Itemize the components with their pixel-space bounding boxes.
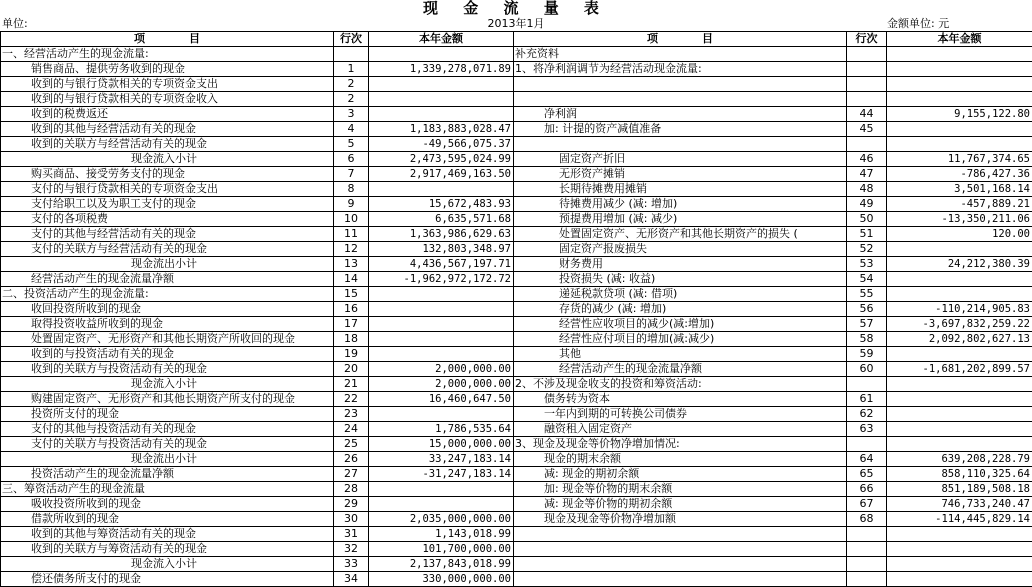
cell-amount-right[interactable]: 120.00: [887, 227, 1032, 242]
cell-line-left[interactable]: 19: [334, 347, 369, 362]
cell-amount-left[interactable]: [369, 182, 514, 197]
table-row: [1, 152, 1032, 167]
cell-amount-left[interactable]: 33,247,183.14: [369, 452, 514, 467]
table-row: [1, 437, 1032, 452]
cell-item-left[interactable]: 现金流入小计: [1, 377, 334, 392]
cell-line-left[interactable]: 20: [334, 362, 369, 377]
cell-line-left[interactable]: 11: [334, 227, 369, 242]
table-row: [1, 272, 1032, 287]
table-row: [1, 242, 1032, 257]
cell-item-right[interactable]: 递延税款贷项 (减: 借项): [514, 287, 847, 302]
cell-item-left[interactable]: 一、经营活动产生的现金流量:: [1, 47, 334, 62]
table-row: [1, 227, 1032, 242]
cell-amount-left[interactable]: -49,566,075.37: [369, 137, 514, 152]
cell-item-right[interactable]: 2、不涉及现金收支的投资和筹资活动:: [514, 377, 847, 392]
cell-item-left[interactable]: 三、筹资活动产生的现金流量: [1, 482, 334, 497]
cell-item-right[interactable]: 1、将净利润调节为经营活动现金流量:: [514, 62, 847, 77]
cell-line-right[interactable]: 47: [847, 167, 887, 182]
cell-amount-left[interactable]: [369, 347, 514, 362]
cell-item-right[interactable]: [514, 542, 847, 557]
cell-item-right[interactable]: 经营性应付项目的增加(减:减少): [514, 332, 847, 347]
table-row: [1, 467, 1032, 482]
cell-amount-left[interactable]: 4,436,567,197.71: [369, 257, 514, 272]
header-line-left[interactable]: 行次: [334, 32, 369, 47]
cell-amount-right[interactable]: -114,445,829.14: [887, 512, 1032, 527]
cell-item-left[interactable]: 购建固定资产、无形资产和其他长期资产所支付的现金: [1, 392, 334, 407]
table-row: [1, 302, 1032, 317]
cell-amount-right[interactable]: 3,501,168.14: [887, 182, 1032, 197]
cell-line-right[interactable]: 54: [847, 272, 887, 287]
cell-item-right[interactable]: 现金及现金等价物净增加额: [514, 512, 847, 527]
table-row: [1, 542, 1032, 557]
cell-line-left[interactable]: 9: [334, 197, 369, 212]
cell-item-right[interactable]: [514, 137, 847, 152]
cell-line-right[interactable]: 59: [847, 347, 887, 362]
cell-amount-right[interactable]: 9,155,122.80: [887, 107, 1032, 122]
cell-amount-left[interactable]: 16,460,647.50: [369, 392, 514, 407]
cell-amount-left[interactable]: 2,473,595,024.99: [369, 152, 514, 167]
cell-item-right[interactable]: 其他: [514, 347, 847, 362]
cell-line-right[interactable]: 64: [847, 452, 887, 467]
cell-item-left[interactable]: 现金流出小计: [1, 452, 334, 467]
cell-amount-left[interactable]: 132,803,348.97: [369, 242, 514, 257]
cell-item-right[interactable]: [514, 527, 847, 542]
cell-amount-left[interactable]: [369, 497, 514, 512]
cell-line-right[interactable]: 55: [847, 287, 887, 302]
cell-line-right[interactable]: 68: [847, 512, 887, 527]
cell-amount-left[interactable]: [369, 332, 514, 347]
cell-line-left[interactable]: 30: [334, 512, 369, 527]
cell-amount-left[interactable]: 2,000,000.00: [369, 377, 514, 392]
cell-line-left[interactable]: 14: [334, 272, 369, 287]
cell-line-right[interactable]: 45: [847, 122, 887, 137]
cell-item-right[interactable]: 固定资产报废损失: [514, 242, 847, 257]
cell-line-right[interactable]: [847, 572, 887, 587]
cell-amount-left[interactable]: 15,000,000.00: [369, 437, 514, 452]
cell-item-right[interactable]: [514, 572, 847, 587]
cell-line-left[interactable]: 6: [334, 152, 369, 167]
cell-item-left[interactable]: 投资所支付的现金: [1, 407, 334, 422]
header-amount-right[interactable]: 本年金额: [887, 32, 1032, 47]
cell-item-left[interactable]: 投资活动产生的现金流量净额: [1, 467, 334, 482]
cell-amount-right[interactable]: [887, 572, 1032, 587]
cell-line-left[interactable]: 7: [334, 167, 369, 182]
cell-amount-left[interactable]: 1,786,535.64: [369, 422, 514, 437]
cell-line-left[interactable]: 21: [334, 377, 369, 392]
table-row: [1, 332, 1032, 347]
cell-item-right[interactable]: 无形资产摊销: [514, 167, 847, 182]
cell-amount-right[interactable]: [887, 407, 1032, 422]
cell-amount-right[interactable]: [887, 377, 1032, 392]
cell-line-right[interactable]: 56: [847, 302, 887, 317]
cell-item-right[interactable]: 长期待摊费用摊销: [514, 182, 847, 197]
cell-line-left[interactable]: 17: [334, 317, 369, 332]
cell-line-right[interactable]: [847, 377, 887, 392]
cell-line-right[interactable]: 57: [847, 317, 887, 332]
cell-line-left[interactable]: [334, 47, 369, 62]
cell-line-left[interactable]: 3: [334, 107, 369, 122]
cell-item-right[interactable]: 预提费用增加 (减: 减少): [514, 212, 847, 227]
cell-line-left[interactable]: 2: [334, 92, 369, 107]
cell-item-left[interactable]: 取得投资收益所收到的现金: [1, 317, 334, 332]
cell-line-left[interactable]: 34: [334, 572, 369, 587]
cell-amount-right[interactable]: -1,681,202,899.57: [887, 362, 1032, 377]
cell-line-left[interactable]: 23: [334, 407, 369, 422]
cell-amount-left[interactable]: [369, 107, 514, 122]
cell-item-right[interactable]: 待摊费用减少 (减: 增加): [514, 197, 847, 212]
cell-amount-right[interactable]: [887, 77, 1032, 92]
table-row: [1, 572, 1032, 587]
cell-amount-left[interactable]: 15,672,483.93: [369, 197, 514, 212]
cell-amount-left[interactable]: [369, 407, 514, 422]
cell-item-left[interactable]: 收到的关联方与筹资活动有关的现金: [1, 542, 334, 557]
cell-line-right[interactable]: 60: [847, 362, 887, 377]
unit-label: 单位:: [2, 17, 28, 30]
cell-item-left[interactable]: 收到的其他与经营活动有关的现金: [1, 122, 334, 137]
cell-item-right[interactable]: 净利润: [514, 107, 847, 122]
table-row: [1, 167, 1032, 182]
cell-line-left[interactable]: 24: [334, 422, 369, 437]
cell-line-left[interactable]: 13: [334, 257, 369, 272]
cell-line-right[interactable]: [847, 557, 887, 572]
cell-line-right[interactable]: 50: [847, 212, 887, 227]
cell-item-left[interactable]: 收到的其他与筹资活动有关的现金: [1, 527, 334, 542]
cell-line-left[interactable]: 15: [334, 287, 369, 302]
cell-line-left[interactable]: 1: [334, 62, 369, 77]
cell-item-left[interactable]: 吸收投资所收到的现金: [1, 497, 334, 512]
table-header-row: [1, 32, 1032, 47]
cell-item-right[interactable]: 经营性应收项目的减少(减:增加): [514, 317, 847, 332]
table-row: [1, 317, 1032, 332]
cell-amount-right[interactable]: 746,733,240.47: [887, 497, 1032, 512]
cell-amount-right[interactable]: [887, 62, 1032, 77]
cell-amount-left[interactable]: 6,635,571.68: [369, 212, 514, 227]
cell-item-right[interactable]: 存货的减少 (减: 增加): [514, 302, 847, 317]
cell-line-left[interactable]: 25: [334, 437, 369, 452]
cell-amount-left[interactable]: [369, 317, 514, 332]
table-row: [1, 512, 1032, 527]
cell-amount-right[interactable]: [887, 242, 1032, 257]
cell-item-left[interactable]: 销售商品、提供劳务收到的现金: [1, 62, 334, 77]
table-row: [1, 137, 1032, 152]
table-row: [1, 392, 1032, 407]
cell-item-right[interactable]: [514, 92, 847, 107]
table-row: [1, 212, 1032, 227]
cell-item-left[interactable]: 支付的其他与投资活动有关的现金: [1, 422, 334, 437]
cell-line-right[interactable]: 44: [847, 107, 887, 122]
table-row: [1, 287, 1032, 302]
cell-item-right[interactable]: 一年内到期的可转换公司债券: [514, 407, 847, 422]
table-row: [1, 482, 1032, 497]
cash-flow-table: [0, 31, 1032, 587]
cell-line-right[interactable]: [847, 137, 887, 152]
cell-item-right[interactable]: 3、现金及现金等价物净增加情况:: [514, 437, 847, 452]
cell-amount-right[interactable]: [887, 392, 1032, 407]
table-row: [1, 92, 1032, 107]
cell-line-left[interactable]: 29: [334, 497, 369, 512]
cell-amount-right[interactable]: [887, 347, 1032, 362]
cell-item-left[interactable]: 处置固定资产、无形资产和其他长期资产所收回的现金: [1, 332, 334, 347]
currency-unit: 金额单位: 元: [887, 17, 950, 30]
cell-item-left[interactable]: 现金流入小计: [1, 152, 334, 167]
cell-amount-left[interactable]: 1,363,986,629.63: [369, 227, 514, 242]
cell-line-right[interactable]: 48: [847, 182, 887, 197]
cell-amount-left[interactable]: -31,247,183.14: [369, 467, 514, 482]
cell-item-left[interactable]: 收到的与银行贷款相关的专项资金支出: [1, 77, 334, 92]
cell-line-left[interactable]: 8: [334, 182, 369, 197]
cell-amount-right[interactable]: [887, 47, 1032, 62]
table-row: [1, 347, 1032, 362]
cell-amount-right[interactable]: 11,767,374.65: [887, 152, 1032, 167]
cell-line-left[interactable]: 22: [334, 392, 369, 407]
cell-amount-right[interactable]: [887, 542, 1032, 557]
cell-amount-right[interactable]: [887, 272, 1032, 287]
cell-line-right[interactable]: [847, 92, 887, 107]
cell-amount-right[interactable]: [887, 122, 1032, 137]
cell-item-left[interactable]: 支付的其他与经营活动有关的现金: [1, 227, 334, 242]
cell-item-left[interactable]: 收到的与银行贷款相关的专项资金收入: [1, 92, 334, 107]
cell-item-right[interactable]: 补充资料: [514, 47, 847, 62]
cell-item-left[interactable]: 支付给职工以及为职工支付的现金: [1, 197, 334, 212]
cell-amount-right[interactable]: 858,110,325.64: [887, 467, 1032, 482]
cell-amount-left[interactable]: 101,700,000.00: [369, 542, 514, 557]
cell-item-right[interactable]: 减: 现金的期初余额: [514, 467, 847, 482]
header-item-left[interactable]: 项 目: [1, 32, 334, 47]
cell-item-left[interactable]: 二、投资活动产生的现金流量:: [1, 287, 334, 302]
table-row: [1, 362, 1032, 377]
cell-amount-left[interactable]: [369, 47, 514, 62]
cell-item-left[interactable]: 收到的关联方与经营活动有关的现金: [1, 137, 334, 152]
cell-amount-right[interactable]: [887, 92, 1032, 107]
cell-amount-left[interactable]: 1,143,018.99: [369, 527, 514, 542]
cell-item-right[interactable]: 融资租入固定资产: [514, 422, 847, 437]
cell-item-right[interactable]: 处置固定资产、无形资产和其他长期资产的损失 (: [514, 227, 847, 242]
cell-line-left[interactable]: 18: [334, 332, 369, 347]
cell-amount-right[interactable]: -3,697,832,259.22: [887, 317, 1032, 332]
cell-item-left[interactable]: 收到的关联方与投资活动有关的现金: [1, 362, 334, 377]
cell-item-right[interactable]: 债务转为资本: [514, 392, 847, 407]
cell-item-left[interactable]: 收到的与投资活动有关的现金: [1, 347, 334, 362]
cell-line-right[interactable]: [847, 77, 887, 92]
cell-item-right[interactable]: [514, 557, 847, 572]
table-row: [1, 527, 1032, 542]
cell-line-left[interactable]: 10: [334, 212, 369, 227]
cell-item-left[interactable]: 收到的税费返还: [1, 107, 334, 122]
cell-item-left[interactable]: 偿还债务所支付的现金: [1, 572, 334, 587]
cell-amount-right[interactable]: -786,427.36: [887, 167, 1032, 182]
cell-amount-right[interactable]: 851,189,508.18: [887, 482, 1032, 497]
table-row: [1, 377, 1032, 392]
cell-item-right[interactable]: 加: 现金等价物的期末余额: [514, 482, 847, 497]
table-row: [1, 197, 1032, 212]
cell-line-left[interactable]: 16: [334, 302, 369, 317]
cell-amount-right[interactable]: 2,092,802,627.13: [887, 332, 1032, 347]
cell-amount-left[interactable]: 2,137,843,018.99: [369, 557, 514, 572]
cell-line-right[interactable]: [847, 437, 887, 452]
cell-line-right[interactable]: 52: [847, 242, 887, 257]
cell-line-left[interactable]: 33: [334, 557, 369, 572]
cell-line-left[interactable]: 12: [334, 242, 369, 257]
header-item-right[interactable]: 项 目: [514, 32, 847, 47]
cell-item-left[interactable]: 购买商品、接受劳务支付的现金: [1, 167, 334, 182]
cell-item-left[interactable]: 经营活动产生的现金流量净额: [1, 272, 334, 287]
table-row: [1, 182, 1032, 197]
cell-item-right[interactable]: 加: 计提的资产减值准备: [514, 122, 847, 137]
cell-item-right[interactable]: 经营活动产生的现金流量净额: [514, 362, 847, 377]
cell-amount-left[interactable]: [369, 287, 514, 302]
cell-item-right[interactable]: [514, 77, 847, 92]
cell-line-right[interactable]: 63: [847, 422, 887, 437]
cell-amount-right[interactable]: 639,208,228.79: [887, 452, 1032, 467]
table-row: [1, 257, 1032, 272]
cell-item-left[interactable]: 支付的关联方与经营活动有关的现金: [1, 242, 334, 257]
cell-amount-left[interactable]: 330,000,000.00: [369, 572, 514, 587]
cell-amount-left[interactable]: -1,962,972,172.72: [369, 272, 514, 287]
cell-item-left[interactable]: 支付的与银行贷款相关的专项资金支出: [1, 182, 334, 197]
table-row: [1, 497, 1032, 512]
header-line-right[interactable]: 行次: [847, 32, 887, 47]
cell-item-right[interactable]: 现金的期末余额: [514, 452, 847, 467]
cell-amount-left[interactable]: [369, 77, 514, 92]
cell-amount-right[interactable]: -110,214,905.83: [887, 302, 1032, 317]
cell-amount-right[interactable]: [887, 557, 1032, 572]
cell-line-right[interactable]: 53: [847, 257, 887, 272]
table-row: [1, 452, 1032, 467]
cell-item-left[interactable]: 现金流入小计: [1, 557, 334, 572]
table-row: [1, 107, 1032, 122]
cell-amount-left[interactable]: 1,183,883,028.47: [369, 122, 514, 137]
cell-line-right[interactable]: 58: [847, 332, 887, 347]
cell-amount-right[interactable]: -13,350,211.06: [887, 212, 1032, 227]
cell-item-right[interactable]: 减: 现金等价物的期初余额: [514, 497, 847, 512]
cell-amount-right[interactable]: [887, 137, 1032, 152]
cell-amount-right[interactable]: 24,212,380.39: [887, 257, 1032, 272]
cell-line-right[interactable]: 61: [847, 392, 887, 407]
cell-amount-left[interactable]: [369, 482, 514, 497]
cell-item-left[interactable]: 现金流出小计: [1, 257, 334, 272]
cell-line-right[interactable]: 51: [847, 227, 887, 242]
cell-line-right[interactable]: 66: [847, 482, 887, 497]
cell-line-right[interactable]: 65: [847, 467, 887, 482]
cell-line-left[interactable]: 31: [334, 527, 369, 542]
table-row: [1, 47, 1032, 62]
cell-amount-left[interactable]: 2,000,000.00: [369, 362, 514, 377]
cell-amount-left[interactable]: 1,339,278,071.89: [369, 62, 514, 77]
cell-line-right[interactable]: 67: [847, 497, 887, 512]
cell-line-right[interactable]: [847, 62, 887, 77]
table-row: [1, 422, 1032, 437]
cell-item-left[interactable]: 收回投资所收到的现金: [1, 302, 334, 317]
cell-item-left[interactable]: 借款所收到的现金: [1, 512, 334, 527]
cell-line-left[interactable]: 5: [334, 137, 369, 152]
cell-item-right[interactable]: 财务费用: [514, 257, 847, 272]
cell-amount-right[interactable]: [887, 422, 1032, 437]
cell-item-right[interactable]: 投资损失 (减: 收益): [514, 272, 847, 287]
cell-line-left[interactable]: 27: [334, 467, 369, 482]
cell-item-left[interactable]: 支付的关联方与投资活动有关的现金: [1, 437, 334, 452]
cell-item-left[interactable]: 支付的各项税费: [1, 212, 334, 227]
cell-amount-left[interactable]: 2,917,469,163.50: [369, 167, 514, 182]
cell-amount-left[interactable]: [369, 92, 514, 107]
cell-line-left[interactable]: 4: [334, 122, 369, 137]
table-row: [1, 407, 1032, 422]
cell-item-right[interactable]: 固定资产折旧: [514, 152, 847, 167]
cell-line-left[interactable]: 28: [334, 482, 369, 497]
cell-line-right[interactable]: [847, 542, 887, 557]
cell-line-right[interactable]: 49: [847, 197, 887, 212]
cell-amount-right[interactable]: [887, 287, 1032, 302]
report-title: 现 金 流 量 表: [423, 0, 609, 17]
cell-line-left[interactable]: 32: [334, 542, 369, 557]
table-row: [1, 557, 1032, 572]
cell-amount-right[interactable]: [887, 527, 1032, 542]
report-period: 2013年1月: [487, 17, 545, 30]
cell-line-right[interactable]: 62: [847, 407, 887, 422]
cell-line-right[interactable]: [847, 527, 887, 542]
cell-amount-left[interactable]: 2,035,000,000.00: [369, 512, 514, 527]
cell-line-left[interactable]: 2: [334, 77, 369, 92]
cell-amount-right[interactable]: -457,889.21: [887, 197, 1032, 212]
cell-line-right[interactable]: 46: [847, 152, 887, 167]
cell-amount-right[interactable]: [887, 437, 1032, 452]
cell-amount-left[interactable]: [369, 302, 514, 317]
header-amount-left[interactable]: 本年金额: [369, 32, 514, 47]
cell-line-right[interactable]: [847, 47, 887, 62]
cell-line-left[interactable]: 26: [334, 452, 369, 467]
table-row: [1, 62, 1032, 77]
table-row: [1, 77, 1032, 92]
table-row: [1, 122, 1032, 137]
